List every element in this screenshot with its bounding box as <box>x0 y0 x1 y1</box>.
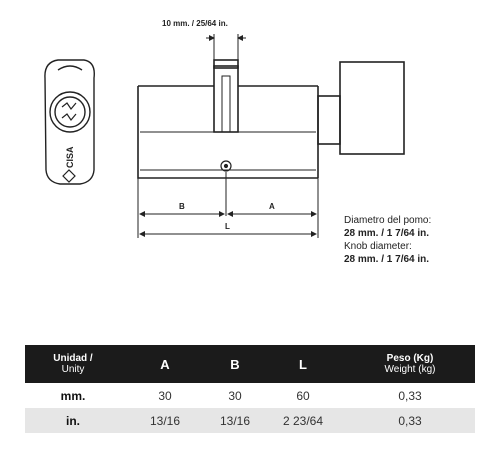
cell-l: 60 <box>296 388 310 403</box>
header-weight <box>345 345 475 383</box>
knob-note-line4: 28 mm. / 1 7/64 in. <box>344 254 430 265</box>
header-weight-sub: Weight (kg) <box>384 364 436 375</box>
knob-diameter-note <box>344 214 431 266</box>
table-row <box>25 408 475 433</box>
knob-note-line3: Knob diameter: <box>344 241 412 252</box>
header-unit <box>25 345 121 383</box>
brand-label: CISA <box>65 146 75 168</box>
knob-note-line2: 28 mm. / 1 7/64 in. <box>344 228 430 239</box>
top-dimension <box>206 34 246 60</box>
top-dimension-label: 10 mm. / 25/64 in. <box>162 19 228 28</box>
header-unit-main: Unidad / <box>53 353 93 364</box>
cell-a: 30 <box>158 388 172 403</box>
dimension-a-label: A <box>269 202 275 211</box>
header-a: A <box>160 356 170 372</box>
header-b: B <box>230 356 240 372</box>
cell-unit: mm. <box>60 388 86 403</box>
cell-weight: 0,33 <box>398 388 422 403</box>
cell-b: 30 <box>228 388 242 403</box>
header-weight-main: Peso (Kg) <box>386 353 434 364</box>
cell-b: 13/16 <box>219 413 251 428</box>
knob-note-line1: Diametro del pomo: <box>344 215 432 226</box>
dimensions-table <box>25 345 475 433</box>
header-l: L <box>299 356 307 372</box>
cell-a: 13/16 <box>149 413 181 428</box>
cell-weight: 0,33 <box>398 413 422 428</box>
cylinder-front-view <box>138 60 404 178</box>
header-unit-sub: Unity <box>61 364 85 375</box>
cell-unit: in. <box>66 413 80 428</box>
table-header-row <box>25 345 475 383</box>
cell-l: 2 23/64 <box>282 413 324 428</box>
dimension-b-label: B <box>179 202 185 211</box>
dimension-l-label: L <box>225 222 230 231</box>
table-row <box>25 383 475 408</box>
cisa-logo <box>63 146 75 182</box>
